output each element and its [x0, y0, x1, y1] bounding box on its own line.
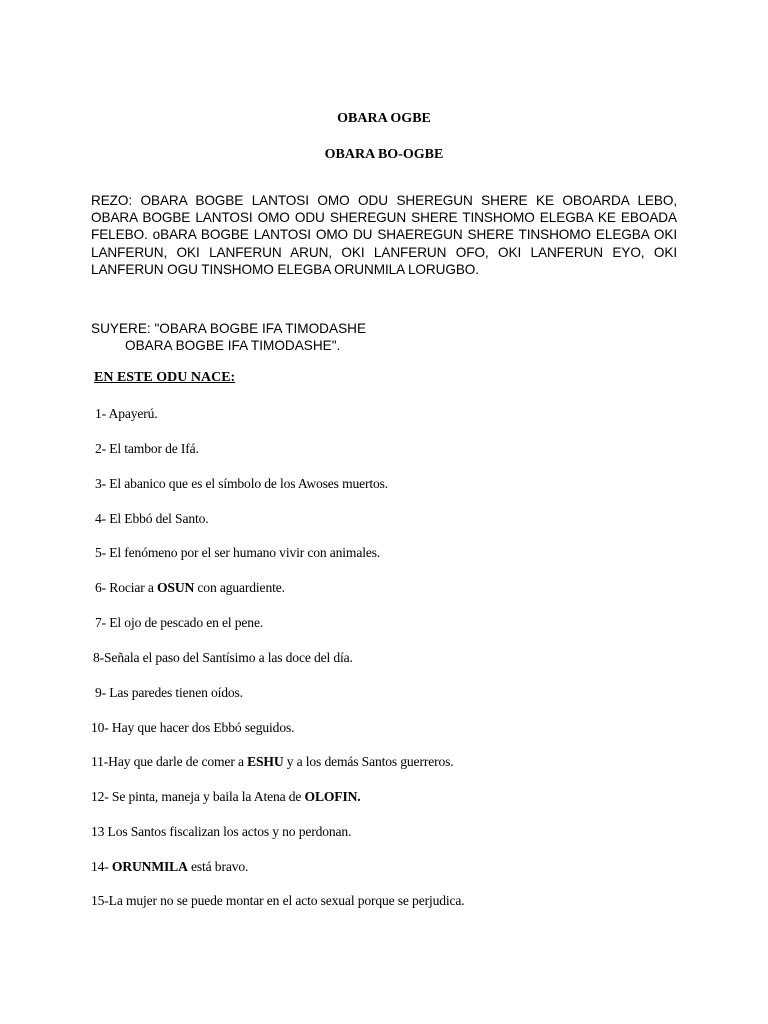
- list-item: 6- Rociar a OSUN con aguardiente.: [95, 580, 285, 595]
- list-item: 3- El abanico que es el símbolo de los Awoses muertos.: [95, 476, 389, 491]
- list-item: 13 Los Santos fiscalizan los actos y no perdonan.: [91, 824, 352, 839]
- suyere-line-1: SUYERE: "OBARA BOGBE IFA TIMODASHE: [91, 321, 367, 336]
- list-item: 11-Hay que darle de comer a ESHU y a los demás Santos guerreros.: [91, 754, 454, 769]
- list-item: 15-La mujer no se puede montar en el acto sexual porque se perjudica.: [91, 893, 465, 908]
- section-heading: EN ESTE ODU NACE:: [94, 370, 236, 385]
- suyere-paragraph: [91, 320, 366, 354]
- rezo-paragraph: REZO: OBARA BOGBE LANTOSI OMO ODU SHEREGUN SHERE KE OBOARDA LEBO, OBARA BOGBE LANTOSI OMO ODU SHEREGUN SHERE TINSHOMO ELEGBA KE EBOADA FELEBO. oBARA BOGBE LANTOSI OMO DU SHAEREGUN SHERE TINSHOMO ELEGBA OKI LANFERUN, OKI LANFERUN ARUN, OKI LANFERUN OFO, OKI LANFERUN EYO, OKI LANFERUN OGU TINSHOMO ELEGBA ORUNMILA LORUGBO.: [91, 193, 677, 277]
- list-item: 12- Se pinta, maneja y baila la Atena de OLOFIN.: [91, 789, 361, 804]
- list-item: 10- Hay que hacer dos Ebbó seguidos.: [91, 720, 295, 735]
- list-item: 2- El tambor de Ifá.: [95, 441, 199, 456]
- list-item: 4- El Ebbó del Santo.: [95, 511, 209, 526]
- document-title: OBARA OGBE: [337, 111, 431, 126]
- list-item: 1- Apayerú.: [95, 406, 158, 421]
- list-item: 14- ORUNMILA está bravo.: [91, 859, 249, 874]
- list-item: 8-Señala el paso del Santísimo a las doce del día.: [93, 650, 353, 665]
- suyere-line-2: OBARA BOGBE IFA TIMODASHE".: [125, 338, 341, 353]
- list-item: 7- El ojo de pescado en el pene.: [95, 615, 264, 630]
- list-item: 9- Las paredes tienen oídos.: [95, 685, 243, 700]
- list-item: 5- El fenómeno por el ser humano vivir con animales.: [95, 545, 381, 560]
- document-subtitle: OBARA BO-OGBE: [324, 147, 444, 162]
